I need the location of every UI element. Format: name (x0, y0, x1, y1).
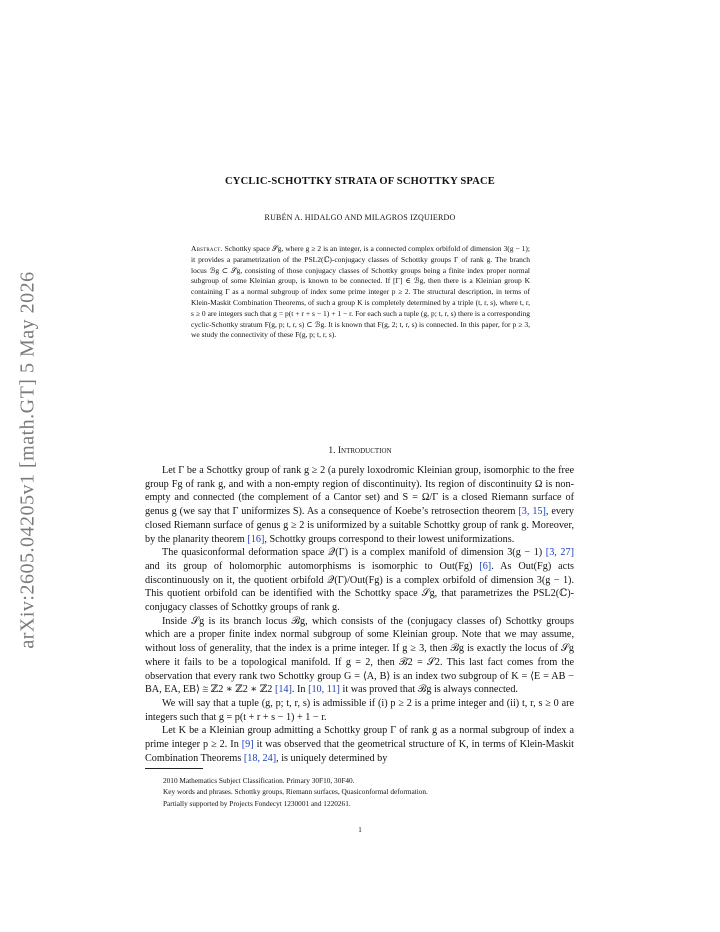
paragraph-text: it was proved that ℬg is always connected. (339, 684, 518, 696)
paper-authors: RUBÉN A. HIDALGO AND MILAGROS IZQUIERDO (264, 213, 456, 222)
paragraph-text: Let Γ be a Schottky group of rank g ≥ 2 (a purely loxodromic Kleinian group, isomorphic to the free group Fg of rank g, and with a non-empty region of discontinuity). Its region of discontinuity Ω is non-empty and connected (the complement of a Cantor set) and S = Ω/Γ is a closed Riemann surface of genus g (we say that Γ uniformizes S). As a consequence of Koebe’s retrosection theorem (145, 465, 574, 518)
citation-link[interactable]: [16] (247, 533, 265, 545)
paragraph (145, 615, 574, 697)
paragraph-text: , is uniquely determined by (276, 752, 388, 764)
paragraph (145, 464, 574, 546)
paragraph-text: We will say that a tuple (g, p; t, r, s) is admissible if (i) p ≥ 2 is a prime integer and (ii) t, r, s ≥ 0 are integers such that g = p(t + r + s − 1) + 1 − r. (145, 697, 574, 723)
footnote-msc: 2010 Mathematics Subject Classification. Primary 30F10, 30F40. (163, 776, 355, 785)
citation-link[interactable]: [6] (479, 560, 492, 572)
citation-link[interactable]: [3, 27] (545, 547, 574, 559)
page-number: 1 (358, 825, 362, 834)
paragraph-text: The quasiconformal deformation space 𝒬(Γ) is a complex manifold of dimension 3(g − 1) (162, 547, 546, 559)
paper-title: CYCLIC-SCHOTTKY STRATA OF SCHOTTKY SPACE (225, 176, 495, 187)
citation-link[interactable]: [3, 15] (518, 506, 546, 518)
paragraph-text: and its group of holomorphic automorphisms is isomorphic to Out(Fg) (145, 560, 480, 572)
footnote-keywords: Key words and phrases. Schottky groups, Riemann surfaces, Quasiconformal deformation. (163, 787, 428, 797)
arxiv-identifier-text: arXiv:2605.04205v1 [math.GT] 5 May 2026 (16, 271, 39, 649)
paragraph-text: Inside 𝒮g is its branch locus ℬg, which consists of the (conjugacy classes of) Schottky groups which are a proper finite index normal subgroup of some Kleinian group. Note that we may assume, without loss of generality, that the index is a prime integer. If g ≥ 3, then ℬg is exactly the locus of 𝒮g where it fails to be a topological manifold. If g = 2, then ℬ2 = 𝒮2. This last fact comes from the observation that every rank two Schottky group G = ⟨A, B⟩ is an index two subgroup of K = ⟨E = AB − BA, EA, EB⟩ ≅ ℤ2 ∗ ℤ2 ∗ ℤ2 (145, 615, 574, 696)
section-number: 1. (328, 446, 336, 456)
citation-link[interactable]: [9] (241, 739, 254, 751)
abstract-text: Schottky space 𝒮g, where g ≥ 2 is an integer, is a connected complex orbifold of dimension 3(g − 1); it provides a parametrization of the PSL2(ℂ)-conjugacy classes of Schottky groups Γ of rank g. The branch locus ℬg ⊂ 𝒮g, consisting of those conjugacy classes of Schottky groups being a finite index proper normal subgroup of some Kleinian group, is known to be connected. If [Γ] ∈ ℬg, then there is a Kleinian group K containing Γ as a normal subgroup of index some prime integer p ≥ 2. The structural description, in terms of Klein-Maskit Combination Theorems, of such a group K is completely determined by a triple (t, r, s), where t, r, s ≥ 0 are integers such that g = p(t + r + s − 1) + 1 − r. For each such a tuple (g, p; t, r, s) there is a corresponding cyclic-Schottky stratum F(g, p; t, r, s) ⊂ ℬg. It is known that F(g, 2; t, r, s) is connected. In this paper, for p ≥ 3, we study the connectivity of these F(g, p; t, r, s). (191, 244, 531, 340)
paragraph-text: . In (291, 684, 309, 696)
paragraph (145, 697, 574, 724)
paragraph-text: it was observed that the geometrical structure of K, in terms of Klein-Maskit Combination Theorems (145, 739, 574, 764)
citation-link[interactable]: [18, 24] (243, 752, 277, 764)
paragraph-text: , every closed Riemann surface of genus g ≥ 2 is uniformized by a suitable Schottky group of rank g. Moreover, by the planarity theorem (145, 506, 574, 545)
section-title: Introduction (337, 446, 392, 456)
abstract-label: Abstract. (191, 244, 223, 253)
paragraph-text: , Schottky groups correspond to their lowest uniformizations. (264, 533, 515, 545)
introduction-body (145, 464, 574, 765)
section-heading (0, 446, 720, 456)
paragraph (145, 546, 574, 615)
arxiv-identifier-stamp (14, 250, 42, 670)
citation-link[interactable]: [14] (274, 684, 292, 696)
abstract (191, 244, 530, 341)
paragraph (145, 724, 574, 765)
footnote-divider (145, 768, 203, 769)
paragraph-text: Let K be a Kleinian group admitting a Schottky group Γ of rank g as a normal subgroup of index a prime integer p ≥ 2. In (145, 725, 574, 751)
paragraph-text: . As Out(Fg) acts discontinuously on it, the quotient orbifold 𝒬(Γ)/Out(Fg) is a complex orbifold of dimension 3(g − 1). This quotient orbifold can be identified with the Schottky space 𝒮g, that parametrizes the PSL2(ℂ)-conjugacy classes of Schottky groups of rank g. (145, 560, 574, 614)
citation-link[interactable]: [10, 11] (308, 684, 340, 696)
footnote-funding: Partially supported by Projects Fondecyt 1230001 and 1220261. (163, 798, 351, 808)
footnotes (163, 775, 583, 809)
